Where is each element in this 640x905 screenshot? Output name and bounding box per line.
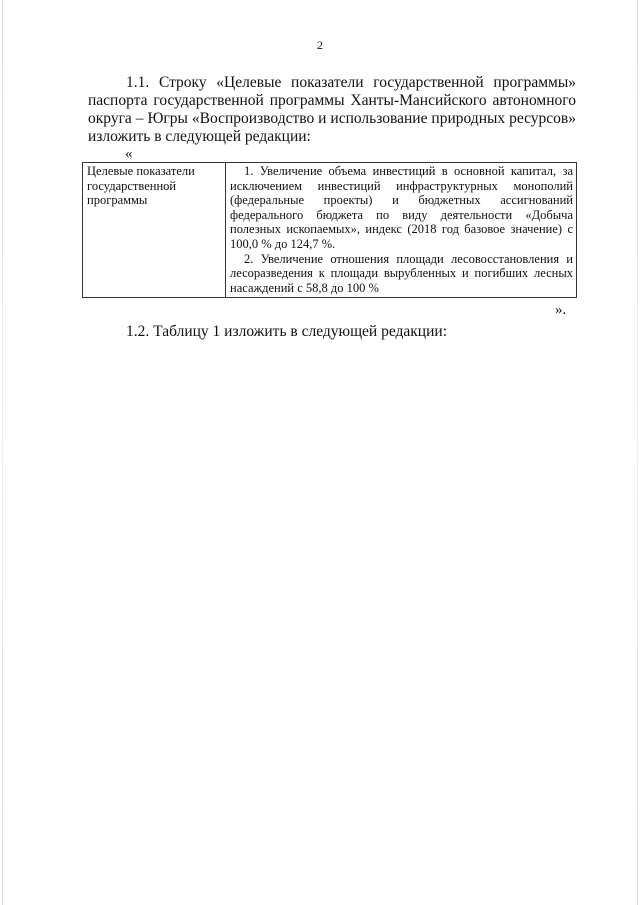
paragraph-1-1-text: 1.1. Строку «Целевые показатели государственной программы» паспорта государственной программы Ханты-Мансийского автономного округа – Югры «Воспроизводство и использование природных ресурсов» изложить в следующей редакции:	[88, 74, 576, 145]
paragraph-1-1	[88, 74, 576, 146]
table-row	[83, 163, 577, 298]
indicator-item-2: 2. Увеличение отношения площади лесовосстановления и лесоразведения к площади вырубленных и погибших лесных насаждений с 58,8 до 100 %	[230, 251, 573, 295]
opening-quote: «	[125, 146, 133, 162]
page-number: 2	[317, 38, 323, 52]
paragraph-1-2: 1.2. Таблицу 1 изложить в следующей редакции:	[126, 323, 447, 340]
scan-edge-right	[637, 0, 638, 905]
closing-quote: ».	[555, 302, 567, 318]
scan-edge-left	[2, 0, 3, 905]
indicator-values-cell	[226, 163, 577, 298]
indicator-item-1: 1. Увеличение объема инвестиций в основной капитал, за исключением инвестиций инфраструктурных монополий (федеральные проекты) и бюджетных ассигнований федерального бюджета по виду деятельности «Добыча полезных ископаемых», индекс (2018 год базовое значение) с 100,0 % до 124,7 %.	[230, 164, 573, 251]
indicator-label-cell: Целевые показатели государственной программы	[83, 163, 226, 298]
passport-table	[82, 162, 577, 298]
